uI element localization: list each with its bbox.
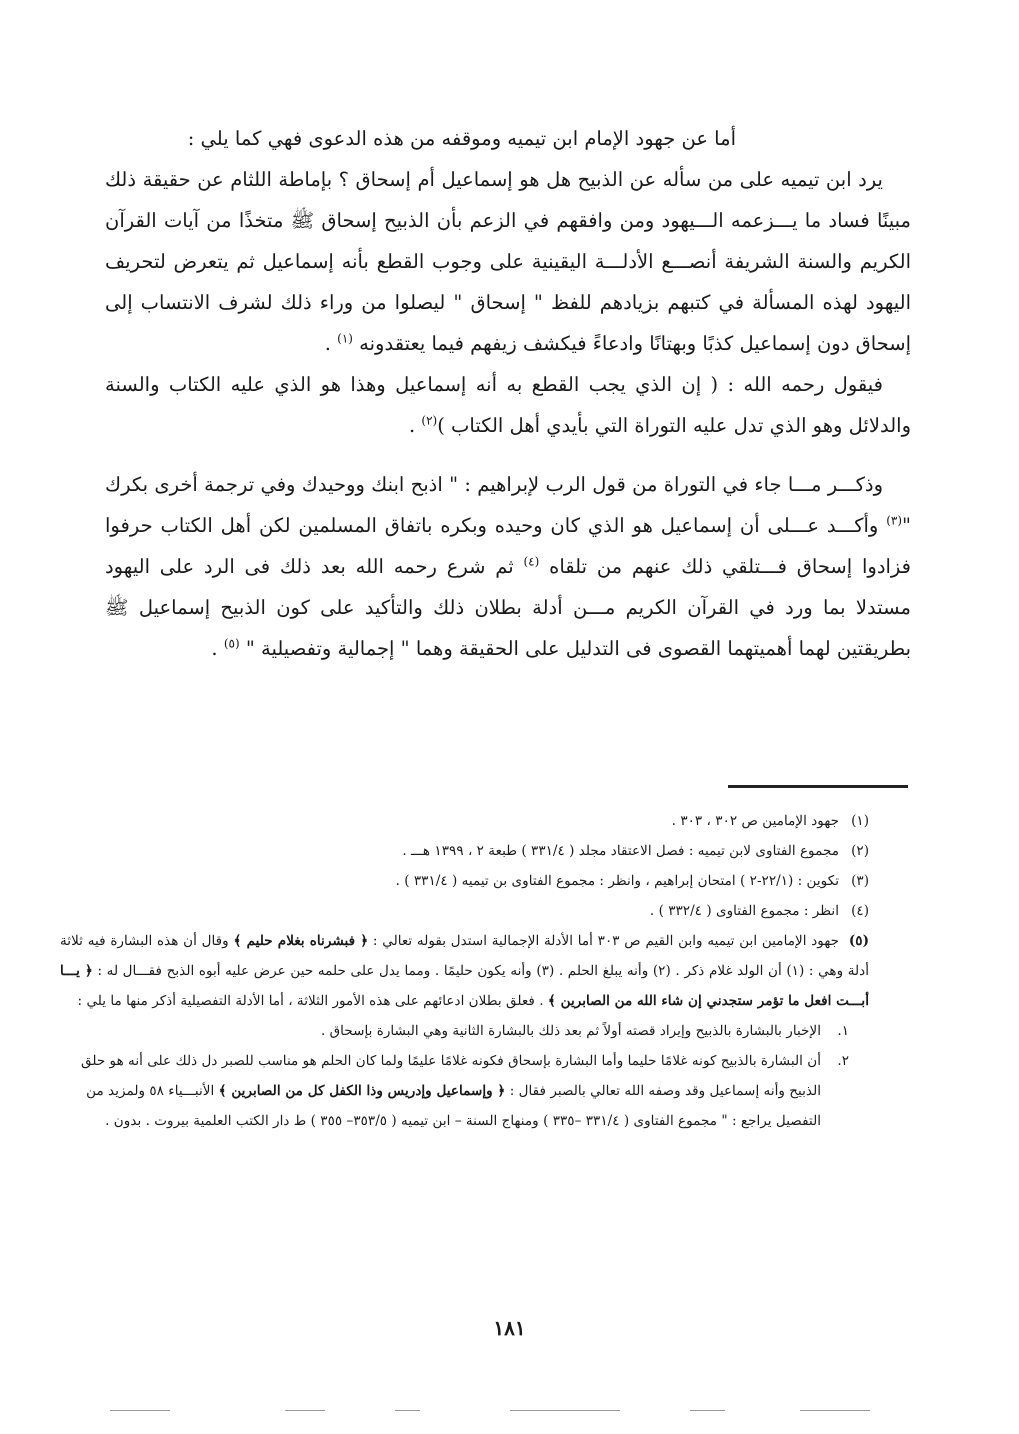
footnote-4-number: (٤) <box>851 903 869 919</box>
footnote-ref-4: (٤) <box>523 554 540 569</box>
scan-edge-line <box>800 1410 870 1411</box>
list-item <box>105 1016 849 1046</box>
list-item-1-text: الإخبار بالبشارة بالذبيح وإيراد قصته أولاً ثم بعد ذلك بالبشارة الثانية وهي البشارة بإسحاق . <box>320 1023 821 1039</box>
list-item-2-quran: ﴿ وإسماعيل وإدريس وذا الكفل كل من الصابرين ﴾ <box>218 1083 506 1099</box>
scan-edge-line <box>395 1410 420 1411</box>
footnotes <box>60 806 869 1136</box>
footnote-separator <box>728 785 908 788</box>
footnote-3-number: (٣) <box>851 873 869 889</box>
page-number: ١٨١ <box>493 1316 526 1340</box>
paragraph-2 <box>105 364 911 446</box>
footnote-ref-2: (٢) <box>421 413 438 428</box>
main-text <box>105 118 911 669</box>
footnote-2-number: (٢) <box>851 843 869 859</box>
paragraph-3-text-b: وأكـــد عـــلى أن إسماعيل هو الذي كان وحيده وبكره باتفاق المسلمين لكن أهل الكتاب حرفوا فزادوا إسحاق فـــتلقي ذلك عنهم من تلقاه <box>105 514 912 578</box>
paragraph-3-text-a: وذكـــر مـــا جاء في التوراة من قول الرب لإبراهيم : " اذبح ابنك ووحيدك وفي ترجمة أخرى بكرك " <box>105 473 911 537</box>
paragraph-3-text-c: ثم شرع رحمه الله بعد ذلك فى الرد على اليهود مستدلا بما ورد في القرآن الكريم مـــن أدلة بطلان ذلك والتأكيد على كون الذبيح إسماعيل ﷺ بطريقتين لهما أهميتهما القصوى فى التدليل على الحقيقة وهما " إجمالية وتفصيلية " <box>105 555 911 660</box>
footnote-ref-1: (١) <box>337 331 353 346</box>
footnote-3-text: تكوين : (٢٢/١-٢ ) امتحان إبراهيم ، وانظر : مجموع الفتاوى بن تيميه ( ٣٣١/٤ ) . <box>395 873 839 889</box>
paragraph-1-end: . <box>324 332 338 355</box>
footnote-3 <box>105 866 869 896</box>
footnote-ref-5: (٥) <box>223 636 240 651</box>
footnote-5-text-c: . فعلق بطلان ادعائهم على هذه الأمور الثلاثة ، أما الأدلة التفصيلية أذكر منها ما يلي : <box>77 993 544 1009</box>
footnote-5-quran-2: ﴿ يـــا أبـــت افعل ما تؤمر ستجدني إن شاء الله من الصابرين ﴾ <box>60 963 869 1009</box>
list-item-2-text-a: أن البشارة بالذبيح كونه غلامًا حليما وأما البشارة بإسحاق فكونه غلامًا عليمًا ولما كان الحلم هو مناسب للصبر دل ذلك على أنه هو حلق الذبيح وأنه إسماعيل وقد وصفه الله تعالي بالصبر فقال : <box>80 1053 821 1099</box>
paragraph-2-end: . <box>409 414 422 437</box>
list-item-2-number: ٢. <box>837 1053 849 1069</box>
footnote-4-text: انظر : مجموع الفتاوى ( ٣٣٢/٤ ) . <box>649 903 839 919</box>
detailed-evidence-list <box>80 1016 869 1136</box>
footnote-5-text-a: جهود الإمامين ابن تيميه وابن القيم ص ٣٠٣ أما الأدلة الإجمالية استدل بقوله تعالي : <box>372 933 839 949</box>
footnote-1-text: جهود الإمامين ص ٣٠٢ ، ٣٠٣ . <box>671 813 839 829</box>
footnote-4 <box>105 896 869 926</box>
footnote-1-number: (١) <box>851 813 869 829</box>
footnote-5-text-b: وقال أن هذه البشارة فيه ثلاثة أدلة وهي : (١) أن الولد غلام ذكر . (٢) وأنه يبلغ الحلم . (٣) وأنه يكون حليمًا . ومما يدل على حلمه حين عرض عليه أبوه الذبح فقـــال له : <box>60 933 869 979</box>
scan-edge-line <box>110 1410 170 1411</box>
footnote-ref-3: (٣) <box>886 513 903 528</box>
paragraph-1-text: يرد ابن تيميه على من سأله عن الذبيح هل هو إسماعيل أم إسحاق ؟ بإماطة اللثام عن حقيقة ذلك مبينًا فساد ما يـــزعمه الـــيهود ومن وافقهم في الزعم بأن الذبيح إسحاق ﷺ متخذًا من آيات القرآن الكريم والسنة الشريفة أنصـــع الأدلـــة اليقينية على وجوب القطع بأنه إسماعيل ثم يتعرض لتحريف اليهود لهذه المسألة في كتبهم بزيادهم للفظ " إسحاق " ليصلوا من وراء ذلك لشرف الانتساب إلى إسحاق دون إسماعيل كذبًا وبهتانًا وادعاءً فيكشف زيفهم فيما يعتقدونه <box>105 168 911 355</box>
footnote-1 <box>105 806 869 836</box>
list-item-2-text-b: الأنبـــياء ٥٨ ولمزيد من التفصيل يراجع : " مجموع الفتاوى ( ٣٣١/٤ –٣٣٥ ) ومنهاج السنة – ابن تيميه ( ٣٥٣/٥– ٣٥٥ ) ط دار الكتب العلمية بيروت . بدون . <box>86 1083 821 1129</box>
footnote-5-quran-1: ﴿ فبشرناه بغلام حليم ﴾ <box>233 933 369 949</box>
paragraph-gap <box>105 446 911 464</box>
scan-edge-line <box>690 1410 725 1411</box>
paragraph-2-text: فيقول رحمه الله : ( إن الذي يجب القطع به أنه إسماعيل وهذا هو الذي عليه الكتاب والسنة والدلائل وهو الذي تدل عليه التوراة التي بأيدي أهل الكتاب ) <box>105 373 911 437</box>
footnote-5 <box>60 926 869 1016</box>
paragraph-3-end: . <box>211 637 224 660</box>
footnote-2-text: مجموع الفتاوى لابن تيميه : فصل الاعتقاد مجلد ( ٣٣١/٤ ) طبعة ٢ ، ١٣٩٩ هـــ . <box>402 843 839 859</box>
footnote-5-number: (٥) <box>848 933 869 949</box>
list-item-1-number: ١. <box>837 1023 849 1039</box>
footnote-2 <box>105 836 869 866</box>
paragraph-1 <box>105 159 911 364</box>
intro-line: أما عن جهود الإمام ابن تيميه وموقفه من هذه الدعوى فهي كما يلي : <box>187 127 736 150</box>
list-item <box>60 1046 849 1136</box>
scan-edge-line <box>285 1410 325 1411</box>
paragraph-3 <box>105 464 911 669</box>
scan-edge-line <box>510 1410 620 1411</box>
